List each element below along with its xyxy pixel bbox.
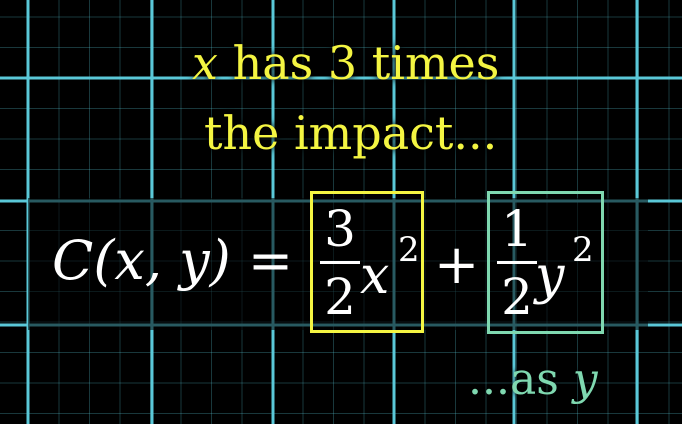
- comparison-note: [468, 354, 598, 405]
- y-term-denominator: 2: [501, 268, 533, 326]
- y-term-exponent: 2: [572, 230, 594, 270]
- plus-operator: +: [434, 233, 480, 296]
- caption-line-2: the impact...: [204, 106, 498, 160]
- y-term-variable: y: [535, 246, 565, 306]
- formula-lhs: C(x, y) =: [52, 229, 294, 292]
- caption-line-1-text: has 3 times: [217, 36, 500, 90]
- x-term-variable: x: [360, 246, 390, 306]
- x-term-numerator: 3: [324, 200, 356, 258]
- y-term-fraction-bar: [497, 261, 537, 264]
- x-term-fraction-bar: [320, 261, 360, 264]
- caption-line-1: [192, 36, 500, 90]
- x-term-denominator: 2: [324, 268, 356, 326]
- caption-variable-x: x: [192, 36, 218, 90]
- comparison-note-variable: y: [572, 354, 598, 405]
- y-term-numerator: 1: [501, 200, 533, 258]
- comparison-note-text: ...as: [468, 354, 573, 405]
- x-term-exponent: 2: [398, 230, 420, 270]
